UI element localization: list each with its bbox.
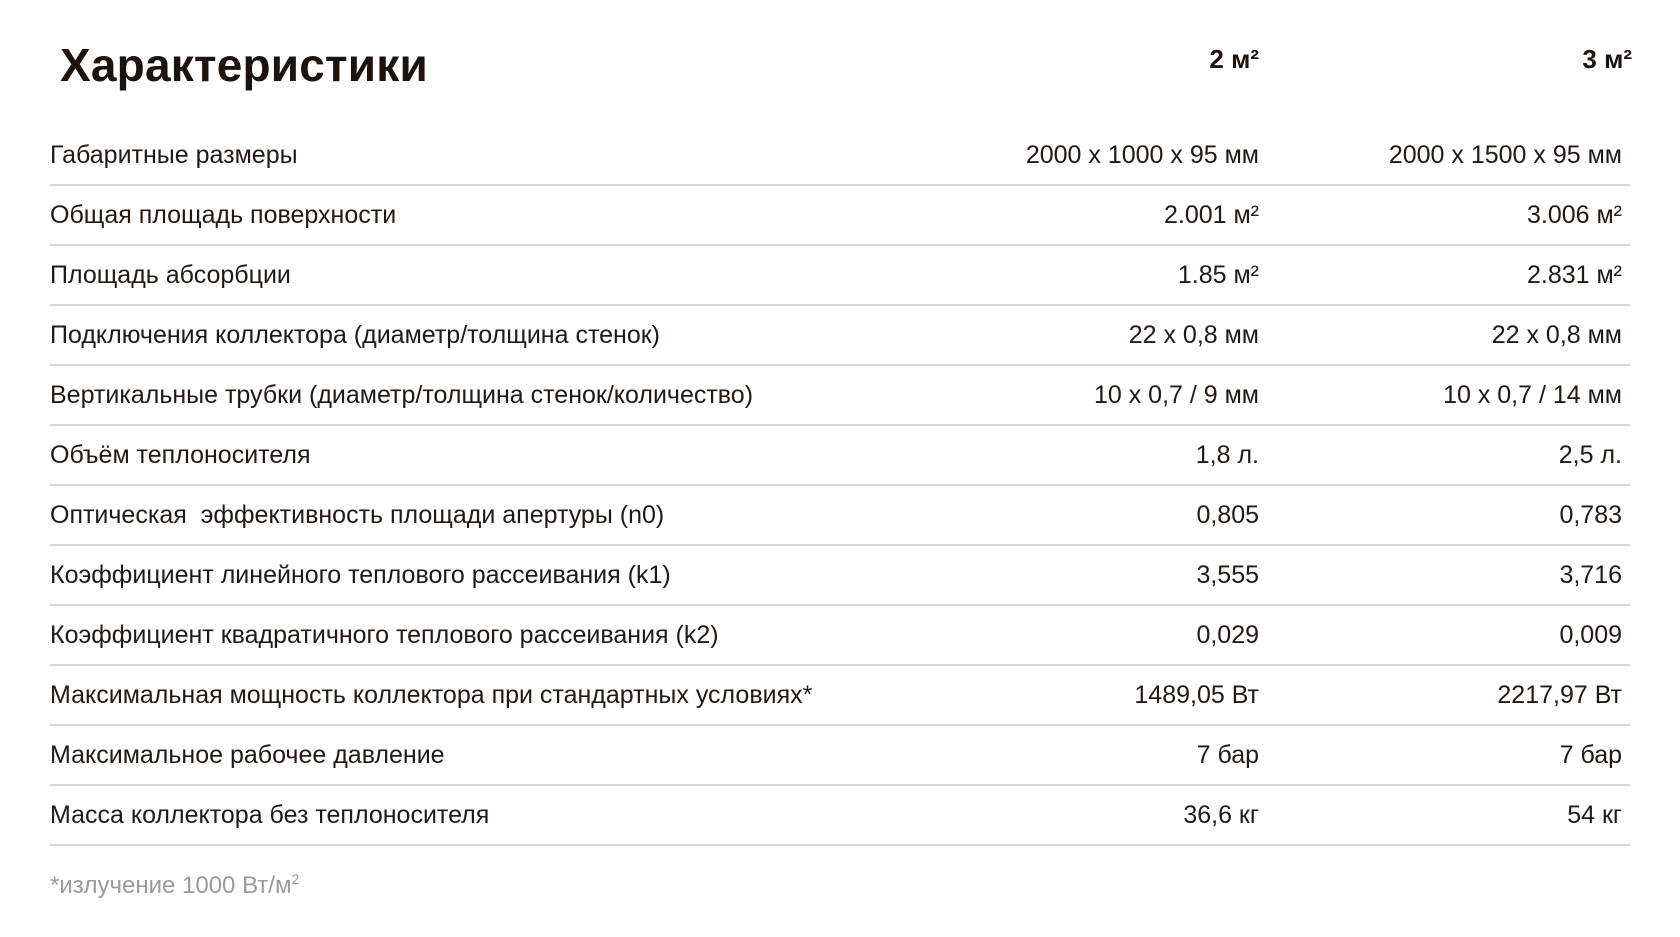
row-value-2m2: 22 x 0,8 мм xyxy=(1128,321,1259,349)
row-value-3m2: 2000 x 1500 x 95 мм xyxy=(1388,141,1622,169)
row-value-3m2: 7 бар xyxy=(1559,741,1622,769)
footnote-text: *излучение 1000 Вт/м xyxy=(50,872,292,899)
column-header-3m2: 3 м² xyxy=(1582,44,1632,74)
row-value-3m2: 2,5 л. xyxy=(1558,441,1622,469)
table-row xyxy=(50,786,1630,846)
row-value-2m2: 3,555 xyxy=(1196,561,1259,589)
row-label: Коэффициент квадратичного теплового рассеивания (k2) xyxy=(50,621,719,649)
row-value-2m2: 1,8 л. xyxy=(1195,441,1259,469)
row-value-2m2: 0,805 xyxy=(1196,501,1259,529)
table-row xyxy=(50,426,1630,486)
row-value-3m2: 0,783 xyxy=(1559,501,1622,529)
row-value-3m2: 2.831 м² xyxy=(1526,261,1622,289)
row-value-3m2: 3.006 м² xyxy=(1526,201,1622,229)
row-value-2m2: 2.001 м² xyxy=(1163,201,1259,229)
row-value-3m2: 54 кг xyxy=(1567,801,1622,829)
row-value-3m2: 0,009 xyxy=(1559,621,1622,649)
row-label: Максимальная мощность коллектора при стандартных условиях* xyxy=(50,681,813,709)
table-row xyxy=(50,186,1630,246)
row-label: Объём теплоносителя xyxy=(50,441,311,469)
row-value-2m2: 10 x 0,7 / 9 мм xyxy=(1093,381,1259,409)
page-title: Характеристики xyxy=(60,39,428,91)
footnote-superscript: 2 xyxy=(291,871,300,887)
row-label: Максимальное рабочее давление xyxy=(50,741,445,769)
table-row xyxy=(50,306,1630,366)
table-row xyxy=(50,606,1630,666)
column-header-2m2: 2 м² xyxy=(1209,44,1259,74)
row-value-2m2: 1.85 м² xyxy=(1177,261,1259,289)
row-value-2m2: 1489,05 Вт xyxy=(1134,681,1259,709)
row-label: Габаритные размеры xyxy=(50,141,298,169)
row-label: Коэффициент линейного теплового рассеивания (k1) xyxy=(50,561,671,589)
row-label: Общая площадь поверхности xyxy=(50,201,397,229)
table-row xyxy=(50,546,1630,606)
row-label: Вертикальные трубки (диаметр/толщина стенок/количество) xyxy=(50,381,754,409)
table-row xyxy=(50,486,1630,546)
row-value-3m2: 22 x 0,8 мм xyxy=(1491,321,1622,349)
table-row xyxy=(50,726,1630,786)
row-value-3m2: 3,716 xyxy=(1559,561,1622,589)
table-row xyxy=(50,366,1630,426)
table-row xyxy=(50,666,1630,726)
row-label: Площадь абсорбции xyxy=(50,261,291,289)
row-value-2m2: 2000 x 1000 x 95 мм xyxy=(1025,141,1259,169)
row-label: Подключения коллектора (диаметр/толщина стенок) xyxy=(50,321,660,349)
table-row xyxy=(50,126,1630,186)
specs-table xyxy=(50,126,1630,846)
row-value-2m2: 36,6 кг xyxy=(1183,801,1259,829)
table-row xyxy=(50,246,1630,306)
row-value-2m2: 0,029 xyxy=(1196,621,1259,649)
row-value-2m2: 7 бар xyxy=(1196,741,1259,769)
row-value-3m2: 2217,97 Вт xyxy=(1497,681,1622,709)
row-label: Оптическая эффективность площади апертуры (n0) xyxy=(50,501,665,529)
footnote xyxy=(50,872,299,900)
row-value-3m2: 10 x 0,7 / 14 мм xyxy=(1443,381,1622,409)
row-label: Масса коллектора без теплоносителя xyxy=(50,801,490,829)
